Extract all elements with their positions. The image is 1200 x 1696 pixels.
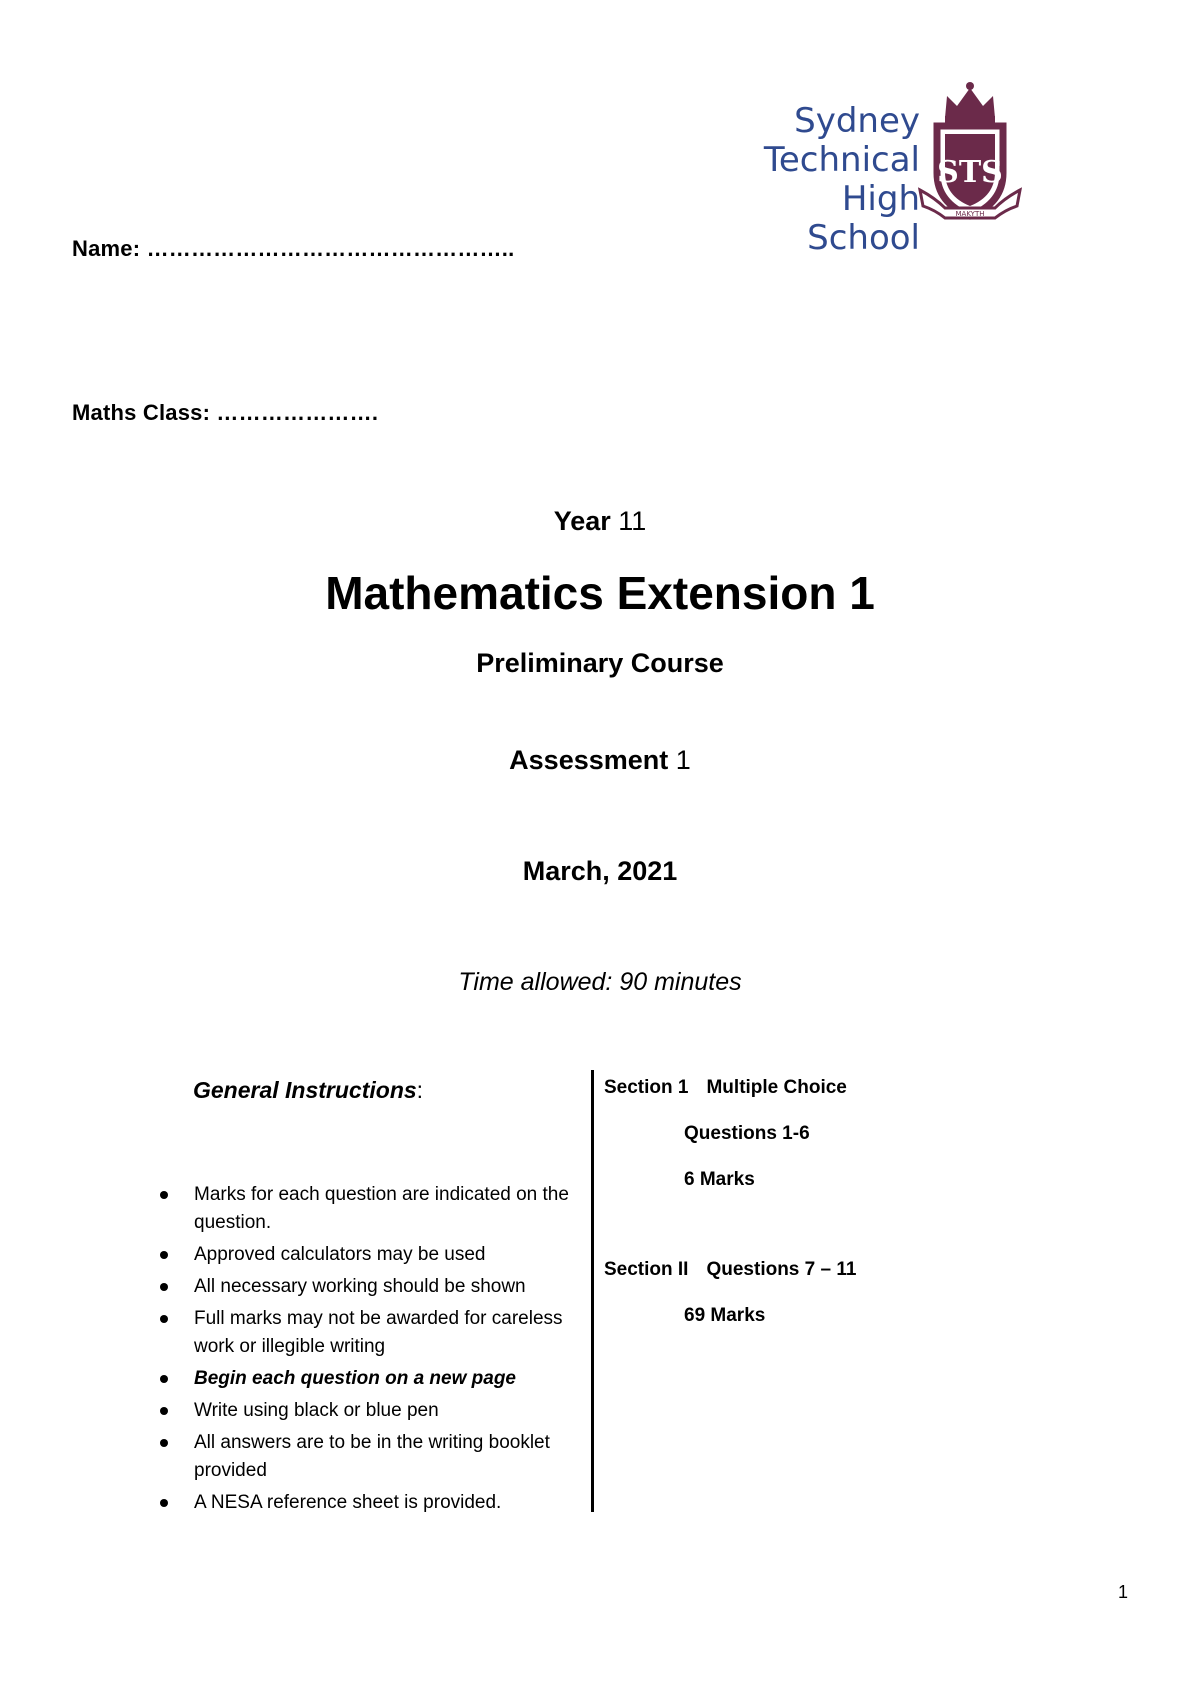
school-logo (725, 78, 1025, 258)
instruction-text: All answers are to be in the writing booklet provided (194, 1432, 550, 1481)
section-1-label: Section 1 (604, 1077, 689, 1098)
svg-text:MAKYTH: MAKYTH (955, 210, 985, 218)
column-divider (591, 1070, 594, 1512)
maths-class-field (72, 400, 378, 426)
bullet-icon (160, 1251, 168, 1259)
school-name-line-3: High School (807, 179, 920, 258)
list-item (160, 1489, 580, 1517)
assessment-heading (0, 745, 1200, 776)
list-item (160, 1365, 580, 1393)
bullet-icon (160, 1191, 168, 1199)
instruction-text: Approved calculators may be used (194, 1244, 486, 1265)
section-2-label: Section II (604, 1259, 689, 1280)
list-item (160, 1429, 580, 1485)
bullet-icon (160, 1315, 168, 1323)
name-label: Name: (72, 236, 141, 261)
bullet-icon (160, 1407, 168, 1415)
assessment-value: 1 (675, 745, 691, 775)
maths-class-blank: …………………. (216, 400, 379, 425)
page-title: Mathematics Extension 1 (325, 567, 875, 619)
bullet-icon (160, 1439, 168, 1447)
assessment-label: Assessment (509, 745, 669, 775)
bullet-icon (160, 1375, 168, 1383)
year-label: Year (553, 506, 611, 536)
section-1-questions: Questions 1-6 (684, 1123, 810, 1144)
list-item (160, 1397, 580, 1425)
school-name-line-1: Sydney (794, 101, 920, 141)
school-name-line-2: Technical (763, 140, 920, 180)
school-crest-icon (915, 78, 1025, 223)
name-blank: ………………………………………….. (146, 236, 515, 261)
general-instructions-heading (193, 1077, 423, 1104)
instruction-text: Begin each question on a new page (194, 1368, 516, 1389)
list-item (160, 1305, 580, 1361)
exam-date: March, 2021 (522, 856, 678, 886)
instructions-list (160, 1181, 580, 1521)
instruction-text: All necessary working should be shown (194, 1276, 526, 1297)
general-instructions-title: General Instructions (193, 1077, 417, 1103)
page-number: 1 (1118, 1582, 1129, 1602)
section-1-type: Multiple Choice (706, 1077, 847, 1098)
list-item (160, 1181, 580, 1237)
section-2-heading (604, 1259, 856, 1281)
instruction-text: Marks for each question are indicated on the question. (194, 1184, 569, 1233)
bullet-icon (160, 1499, 168, 1507)
time-allowed: Time allowed: 90 minutes (458, 968, 742, 996)
instruction-text: Full marks may not be awarded for careless work or illegible writing (194, 1308, 563, 1357)
bullet-icon (160, 1283, 168, 1291)
list-item (160, 1273, 580, 1301)
year-value: 11 (618, 506, 647, 536)
section-1-heading (604, 1077, 847, 1099)
course-subtitle: Preliminary Course (476, 648, 724, 678)
section-1-marks: 6 Marks (684, 1169, 755, 1190)
year-heading (0, 506, 1200, 537)
section-2-marks: 69 Marks (684, 1305, 766, 1326)
instruction-text: A NESA reference sheet is provided. (194, 1492, 502, 1513)
svg-text:STS: STS (937, 155, 1003, 190)
school-name (725, 102, 920, 258)
section-2-questions: Questions 7 – 11 (706, 1259, 857, 1280)
instruction-text: Write using black or blue pen (194, 1400, 439, 1421)
maths-class-label: Maths Class: (72, 400, 211, 425)
name-field (72, 236, 514, 262)
list-item (160, 1241, 580, 1269)
general-instructions-colon: : (416, 1077, 424, 1103)
